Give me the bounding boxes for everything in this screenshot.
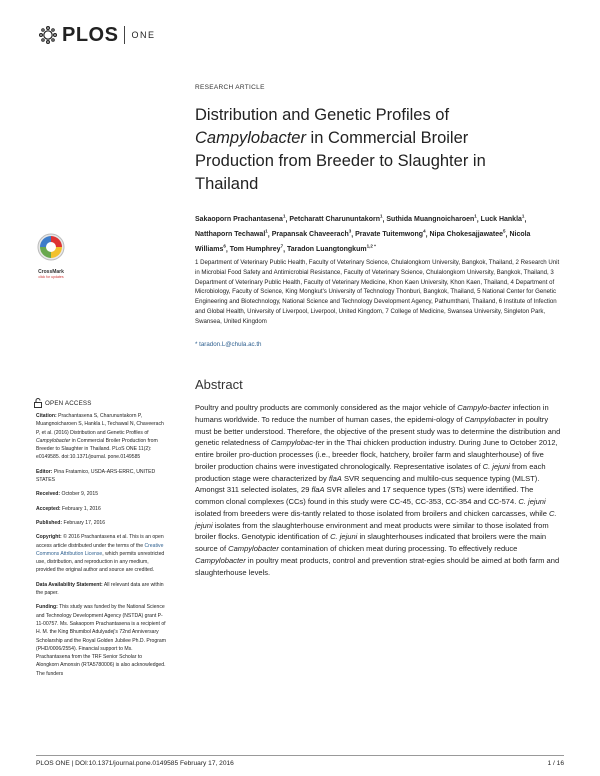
crossmark-label: CrossMark	[38, 269, 64, 275]
abstract-italic-term: C. jejuni	[330, 532, 358, 542]
title-genus: Campylobacter	[195, 129, 306, 147]
copyright-label: Copyright:	[36, 534, 62, 541]
editor-label: Editor:	[36, 468, 53, 475]
abstract-text: in poultry must be better understood. Therefore, the objective of the present study was to determine the distribution and genetic relatedness of	[195, 414, 561, 448]
abstract-italic-term: C. jejuni	[195, 508, 557, 530]
copyright-text: © 2016 Prachantasena et al. This is an open access article distributed under the terms of the	[36, 534, 164, 549]
received-block	[36, 490, 166, 498]
author-name: Luck Hankla$^1$	[480, 214, 525, 224]
author-name: Natthaporn Techawal$^1$	[195, 228, 268, 239]
funding-block	[36, 603, 166, 678]
abstract-text: contamination of chicken meat during processing. To effectively reduce	[278, 544, 518, 553]
article-sidebar	[36, 412, 166, 684]
author-name: Suthida Muangnoicharoen$^1$	[386, 214, 477, 224]
copyright-text-end: , which permits unrestricted use, distribution, and reproduction in any medium, provided the original author and source are credited.	[36, 550, 165, 574]
data-availability-text: All relevant data are within the paper.	[36, 581, 164, 597]
footer-citation: PLOS ONE | DOI:10.1371/journal.pone.0149585 February 17, 2016	[36, 760, 234, 767]
crossmark-icon	[36, 232, 66, 262]
corresponding-email[interactable]: * taradon.L@chula.ac.th	[195, 341, 262, 348]
author-name: Tom Humphrey$^7$	[229, 243, 284, 253]
title-line: Distribution and Genetic Profiles of	[195, 106, 450, 124]
editor-block	[36, 468, 166, 485]
title-line-rest: in Commercial Broiler	[305, 129, 469, 147]
funding-text: This study was funded by the National Science and Technology Development Agency (NSTDA) grant P-11-00757. Ms. Sakaoporn Prachantasena is a recipient of H. M. the King Bhumibol Adulyadej's 72nd Anniversary Scholarship and the Royal Golden Jubilee Ph.D. Program (PHD/0006/2554). Financial support to Ms. Prachantasena from the TRF Senior Scholar to Alongkorn Amonsin (RTA5780006) is also acknowledged. The funders	[36, 604, 166, 677]
author-name: Pravate Tuitemwong$^4$	[355, 228, 426, 239]
logo-brand: PLOS	[62, 23, 119, 46]
author-affiliation-marker: 4	[423, 228, 426, 234]
abstract-text: in poultry meat products, control and prevention strat-egies should be aimed at both farm and slaughterhouse levels.	[195, 555, 560, 577]
abstract-text: Poultry and poultry products are commonly considered as the major vehicle of	[195, 403, 458, 412]
author-name: Nipa Chokesajjawatee$^5$	[429, 228, 506, 239]
author-name: Sakaoporn Prachantasena$^1$	[195, 214, 286, 224]
title-line: Production from Breeder to Slaughter in	[195, 152, 486, 170]
abstract-heading: Abstract	[195, 377, 243, 392]
page-number: 1 / 16	[547, 760, 564, 767]
author-name: Prapansak Chaveerach$^3$	[271, 228, 352, 239]
abstract-italic-term: Campylobac-ter	[270, 438, 325, 448]
author-affiliation-marker: 7	[280, 243, 284, 249]
author-list: Sakaoporn Prachantasena$^1$, Petcharatt Charununtakorn$^1$, Suthida Muangnoicharoen$^1$, Luck Hankla$^1$, Natthaporn Techawal$^1$, Prapansak Chaveerach$^3$, Pravate Tuitemwong$^4$, Nipa Chokesajjawatee$^5$, Nicola Williams$^6$, Tom Humphrey$^7$, Taradon Luangtongkum$^{1,2 *}$	[195, 214, 531, 253]
abstract-text: infection in humans worldwide. To reduce the number of human cases, the epidemi-ology of	[195, 403, 549, 424]
author-name: Taradon Luangtongkum$^{1,2 *}$	[286, 243, 376, 253]
author-affiliation-marker: 6	[223, 243, 226, 249]
citation-text-end: in Commercial Broiler Production from Breeder to Slaughter in Thailand. PLoS ONE 11(2): e0149585. doi:10.1371/journal. pone.0149585	[36, 437, 158, 461]
footer-divider	[36, 755, 564, 756]
citation-genus: Campylobacter	[36, 437, 71, 444]
license-link[interactable]: Creative Commons Attribution License	[36, 542, 164, 557]
citation-text: Prachantasena S, Charununtakorn P, Muangnoicharoen S, Hankla L, Techawal N, Chaveerach P, et al. (2016) Distribution and Genetic Profiles of	[36, 413, 164, 436]
published-label: Published:	[36, 519, 63, 526]
plos-logo-icon	[38, 25, 58, 45]
abstract-text: in the Thai chicken production industry. During June to October 2012, entire broiler pro-duction processes (i.e., breeder flock, hatchery, broiler farm and slaughterhouse) of five broiler production chains were investigated chronologically. Representative isolates of	[195, 438, 558, 471]
abstract-italic-term: flaA	[328, 473, 342, 483]
received-label: Received:	[36, 491, 61, 498]
affiliations: 1 Department of Veterinary Public Health, Faculty of Veterinary Science, Chulalongkorn University, Bangkok, Thailand, 2 Research Unit in Microbial Food Safety and Antimicrobial Resistance, Faculty of Veterinary Science, Chulalongkorn University, Bangkok, Thailand, 3 Department of Veterinary Public Health, Faculty of Veterinary Medicine, Khon Kaen University, Khon Kaen, Thailand, 4 Department of Microbiology, Faculty of Science, King Mongkut's University of Technology Thonburi, Bangkok, Thailand, 5 National Center for Genetic Engineering and Biotechnology, National Science and Technology Development Agency, Pathumthani, Thailand, 6 Institute of Infection and Global Health, University of Liverpool, Liverpool, United Kingdom, 7 College of Medicine, Swansea University, Singleton Park, Swansea, United Kingdom	[195, 259, 560, 325]
abstract-italic-term: C. jejuni	[482, 461, 510, 471]
logo-journal: ONE	[131, 30, 156, 40]
plos-logo[interactable]	[38, 22, 155, 48]
author-affiliation-marker: 3	[348, 228, 352, 234]
crossmark-badge[interactable]	[33, 232, 69, 279]
author-affiliation-marker: 1	[521, 214, 525, 219]
article-title	[195, 104, 555, 196]
author-name: Nicola Williams$^6$	[195, 231, 531, 253]
logo-divider	[124, 26, 125, 44]
citation-block	[36, 412, 166, 462]
author-affiliation-marker: 1,2 *	[366, 243, 376, 249]
abstract-text: isolated from breeders were dis-tantly related to those isolated from broilers and chicken carcasses, while	[195, 508, 550, 518]
title-line: Thailand	[195, 175, 259, 193]
crossmark-sub: click for updates	[38, 275, 64, 279]
abstract-italic-term: Campylobacter	[464, 414, 516, 424]
abstract-italic-term: Campylobacter	[195, 555, 246, 565]
published-date: February 17, 2016	[62, 519, 106, 526]
author-affiliation-marker: 1	[474, 214, 477, 219]
copyright-block	[36, 533, 166, 574]
abstract-text: SVR sequencing and multilo-cus sequence typing (MLST). Amongst 311 selected isolates, 29	[195, 473, 540, 495]
editor-text: Pina Fratamico, USDA-ARS-ERRC, UNITED STATES	[36, 468, 156, 484]
author-affiliation-marker: 1	[282, 214, 286, 219]
author-affiliation-marker: 1	[265, 228, 268, 234]
published-block	[36, 519, 166, 527]
open-access-badge	[34, 398, 92, 408]
author-name: Petcharatt Charununtakorn$^1$	[289, 214, 383, 224]
data-availability-label: Data Availability Statement:	[36, 581, 103, 588]
accepted-block	[36, 505, 166, 513]
abstract-text: from each production stage were characterized by	[195, 461, 546, 483]
accepted-date: February 1, 2016	[60, 505, 101, 512]
author-affiliation-marker: 1	[379, 214, 383, 219]
abstract-italic-term: Campylobacter	[228, 544, 279, 553]
data-availability-block	[36, 581, 166, 598]
abstract-italic-term: C. jejuni	[518, 497, 546, 506]
open-lock-icon	[34, 398, 42, 408]
title-line	[195, 127, 555, 150]
citation-label: Citation:	[36, 413, 57, 419]
abstract-text: in slaughterhouses indicated that broilers were the main source of	[195, 532, 547, 553]
abstract-text: isolates from the slaughterhouse environment and meat products were similar to those isolated from broiler flocks. Genotypic identification of	[195, 520, 549, 542]
author-affiliation-marker: 5	[503, 228, 506, 234]
abstract-italic-term: Campylo-bacter	[457, 403, 511, 412]
abstract-body	[195, 402, 563, 578]
abstract-text: SVR alleles and 17 sequence types (STs) were identified. The common clonal complexes (CCs) found in this study were CC-45, CC-353, CC-354 and CC-574.	[195, 485, 534, 506]
funding-label: Funding:	[36, 604, 58, 611]
accepted-label: Accepted:	[36, 505, 61, 512]
abstract-italic-term: flaA	[311, 485, 325, 495]
article-type: RESEARCH ARTICLE	[195, 84, 265, 91]
open-access-label: OPEN ACCESS	[45, 399, 92, 407]
received-date: October 9, 2015	[60, 491, 99, 498]
